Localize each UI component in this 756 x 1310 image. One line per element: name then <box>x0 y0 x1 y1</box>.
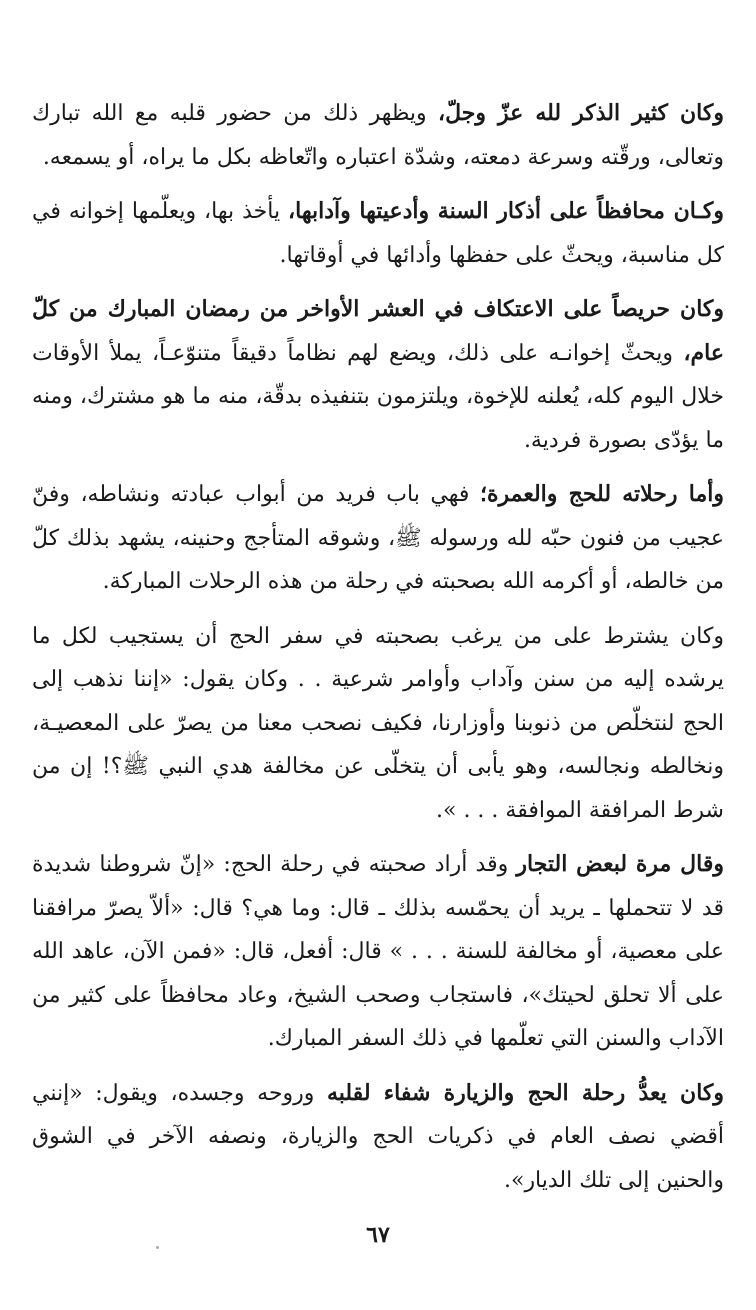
paragraph-dhikr <box>32 92 724 179</box>
paragraph-text: ويظهر ذلك من حضور قلبه مع الله تبارك وتعالى، ورقّته وسرعة دمعته، وشدّة اعتباره واتّعاظه بكل ما يراه، أو يسمعه. <box>32 101 724 170</box>
paragraph-text: فهي باب فريد من أبواب عبادته ونشاطه، وفنّ عجيب من فنون حبّه لله ورسوله ﷺ، وشوقه المتأجج وحنينه، يشهد بذلك كلّ من خالطه، أو أكرمه الله بصحبته في رحلة من هذه الرحلات المباركة. <box>32 482 724 594</box>
paragraph-text: يأخذ بها، ويعلّمها إخوانه في كل مناسبة، ويحثّ على حفظها وأدائها في أوقاتها. <box>32 199 724 268</box>
paragraph-conditions <box>32 615 724 833</box>
paragraph-text: وروحه وجسده، ويقول: «إنني أقضي نصف العام في ذكريات الحج والزيارة، ونصفه الآخر في الشوق والحنين إلى تلك الديار». <box>32 1080 724 1193</box>
paragraph-hajj-trips <box>32 473 724 604</box>
paragraph-lead: وقال مرة لبعض التجار <box>516 851 724 877</box>
page-body <box>32 92 724 1213</box>
paragraph-adhkar <box>32 190 724 277</box>
scan-speck <box>156 1246 159 1249</box>
paragraph-lead: وكـان محافظاً على أذكار السنة وأدعيتها وآدابها، <box>288 198 724 224</box>
paragraph-merchant <box>32 843 724 1061</box>
paragraph-healing <box>32 1072 724 1203</box>
paragraph-lead: وكان حريصاً على الاعتكاف في العشر الأواخر من رمضان المبارك من كلّ عام، <box>32 296 724 366</box>
paragraph-text: وكان يشترط على من يرغب بصحبته في سفر الحج أن يستجيب لكل ما يرشده إليه من سنن وآداب وأوامر شرعية . . وكان يقول: «إننا نذهب إلى الحج لنتخلّص من ذنوبنا وأوزارنا، فكيف نصحب معنا من يصرّ على المعصيـة، ونخالطه ونجالسه، وهو يأبى أن يتخلّى عن مخالفة هدي النبي ﷺ؟! إن من شرط المرافقة الموافقة . . . ». <box>32 623 724 823</box>
paragraph-lead: وكان كثير الذكر لله عزّ وجلّ، <box>438 100 724 126</box>
paragraph-text: وقد أراد صحبته في رحلة الحج: «إنّ شروطنا شديدة قد لا تتحملها ـ يريد أن يحمّسه بذلك ـ قال: وما هي؟ قال: «ألاّ يصرّ مرافقنا على معصية، أو مخالفة للسنة . . . » قال: أفعل، قال: «فمن الآن، عاهد الله على ألا تحلق لحيتك»، فاستجاب وصحب الشيخ، وعاد محافظاً على كثير من الآداب والسنن التي تعلّمها في ذلك السفر المبارك. <box>32 852 724 1051</box>
paragraph-lead: وكان يعدُّ رحلة الحج والزيارة شفاء لقلبه <box>326 1079 724 1106</box>
paragraph-text: ويحثّ إخوانـه على ذلك، ويضع لهم نظاماً دقيقاً متنوّعـاً، يملأ الأوقات خلال اليوم كله، يُعلنه للإخوة، ويلتزمون بتنفيذه بدقّة، منه ما هو مشترك، ومنه ما يؤدّى بصورة فردية. <box>32 340 724 453</box>
page-number: ٦٧ <box>366 1222 390 1248</box>
paragraph-lead: وأما رحلاته للحج والعمرة؛ <box>479 481 724 507</box>
paragraph-itikaf <box>32 288 724 462</box>
